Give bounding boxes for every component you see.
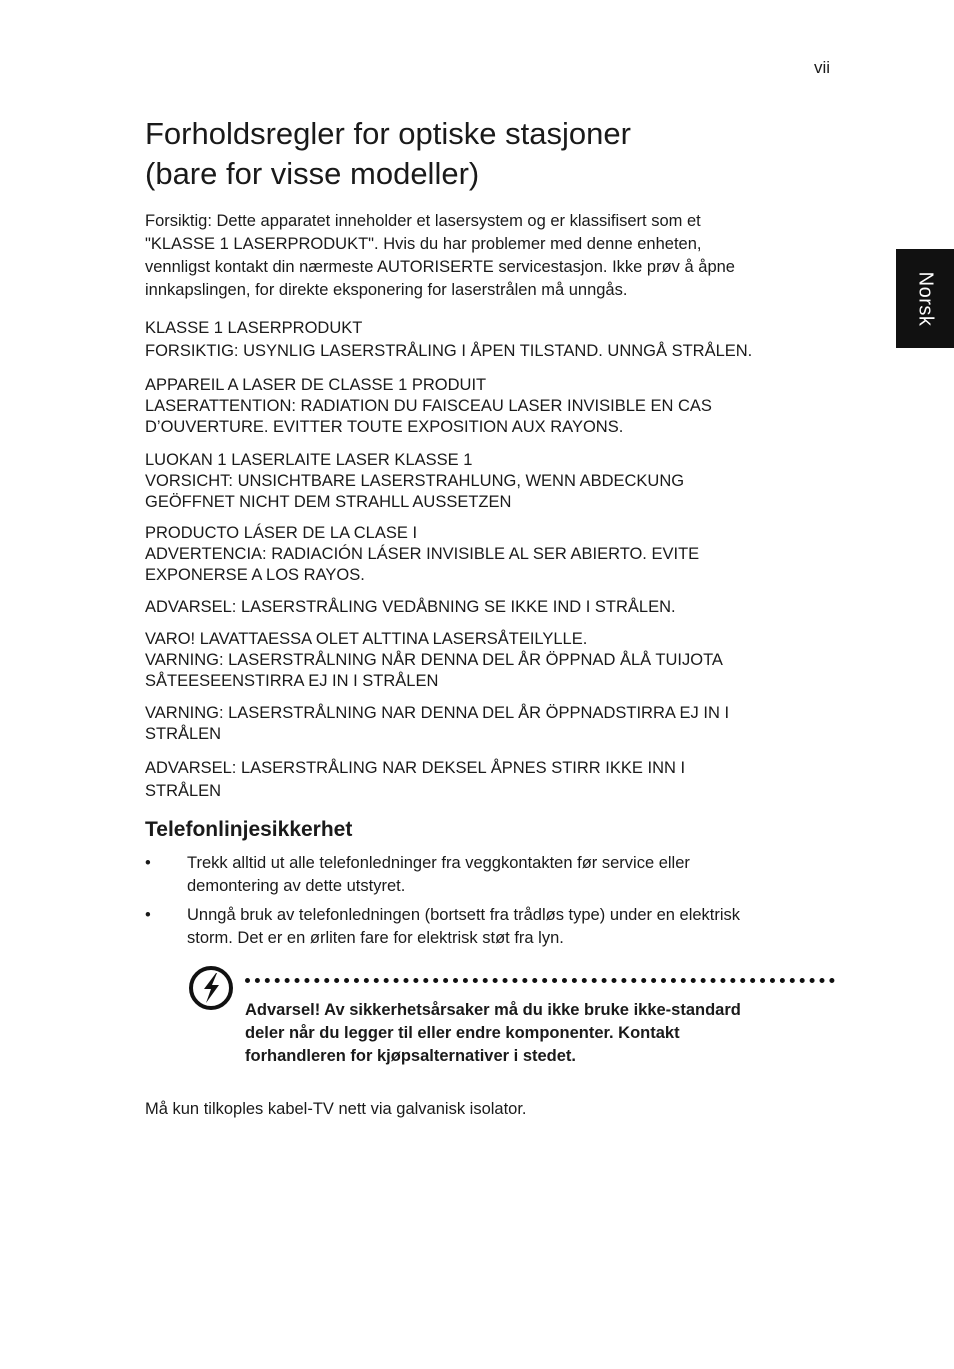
- laser-notice-fi-de: [145, 450, 835, 513]
- notice-line: STRÅLEN: [145, 725, 222, 743]
- language-tab-label: Norsk: [914, 271, 937, 326]
- bullet-icon: •: [145, 906, 151, 924]
- laser-notice-fr: [145, 375, 835, 438]
- list-item-line: demontering av dette utstyret.: [187, 877, 406, 895]
- title-line-2: (bare for visse modeller): [145, 156, 480, 191]
- notice-line: ADVARSEL: LASERSTRÅLING NAR DEKSEL ÅPNES STIRR IKKE INN I: [145, 759, 686, 777]
- intro-line: vennligst kontakt din nærmeste AUTORISERTE servicestasjon. Ikke prøv å åpne: [145, 258, 735, 276]
- notice-line: KLASSE 1 LASERPRODUKT: [145, 319, 363, 337]
- document-body: [145, 210, 835, 1121]
- bullet-list: [145, 852, 835, 950]
- notice-line: VARO! LAVATTAESSA OLET ALTTINA LASERSÅTEILYLLE.: [145, 630, 588, 648]
- laser-notice-da: [145, 597, 835, 618]
- notice-line: STRÅLEN: [145, 782, 222, 800]
- intro-line: Forsiktig: Dette apparatet inneholder et lasersystem og er klassifisert som et: [145, 212, 701, 230]
- notice-line: EXPONERSE A LOS RAYOS.: [145, 566, 365, 584]
- notice-line: FORSIKTIG: USYNLIG LASERSTRÅLING I ÅPEN TILSTAND. UNNGÅ STRÅLEN.: [145, 342, 753, 360]
- notice-line: VORSICHT: UNSICHTBARE LASERSTRAHLUNG, WENN ABDECKUNG: [145, 472, 685, 490]
- page-number: vii: [813, 58, 830, 77]
- notice-line: D’OUVERTURE. EVITTER TOUTE EXPOSITION AUX RAYONS.: [145, 418, 624, 436]
- notice-line: LUOKAN 1 LASERLAITE LASER KLASSE 1: [145, 451, 473, 469]
- intro-paragraph: [145, 210, 835, 302]
- warning-line: deler når du legger til eller endre komponenter. Kontakt: [245, 1024, 680, 1042]
- title-line-1: Forholdsregler for optiske stasjoner: [145, 116, 631, 151]
- laser-notice-fi-sv: [145, 629, 835, 692]
- list-item-line: Unngå bruk av telefonledningen (bortsett fra trådløs type) under en elektrisk: [187, 906, 741, 924]
- warning-callout: [187, 964, 835, 1068]
- notice-line: GEÖFFNET NICHT DEM STRAHLL AUSSETZEN: [145, 493, 512, 511]
- warning-line: Advarsel! Av sikkerhetsårsaker må du ikke bruke ikke-standard: [245, 1001, 741, 1019]
- list-item-line: Trekk alltid ut alle telefonledninger fra veggkontakten før service eller: [187, 854, 690, 872]
- footer-note: Må kun tilkoples kabel-TV nett via galvanisk isolator.: [145, 1100, 527, 1118]
- notice-line: ADVARSEL: LASERSTRÅLING VEDÅBNING SE IKKE IND I STRÅLEN.: [145, 598, 676, 616]
- notice-line: SÅTEESEENSTIRRA EJ IN I STRÅLEN: [145, 672, 439, 690]
- warning-line: forhandleren for kjøpsalternativer i stedet.: [245, 1047, 576, 1065]
- notice-line: APPAREIL A LASER DE CLASSE 1 PRODUIT: [145, 376, 487, 394]
- notice-line: LASERATTENTION: RADIATION DU FAISCEAU LASER INVISIBLE EN CAS: [145, 397, 712, 415]
- lightning-warning-icon: [187, 964, 235, 1012]
- notice-line: PRODUCTO LÁSER DE LA CLASE I: [145, 524, 418, 542]
- laser-notice-no: [145, 317, 835, 363]
- laser-notice-no-2: [145, 757, 835, 803]
- laser-notice-sv: [145, 703, 835, 745]
- intro-line: innkapslingen, for direkte eksponering for laserstrålen må unngås.: [145, 281, 628, 299]
- language-side-tab: [896, 249, 954, 348]
- warning-text: [245, 999, 835, 1068]
- notice-line: VARNING: LASERSTRÅLNING NÅR DENNA DEL ÅR ÖPPNAD ÅLÅ TUIJOTA: [145, 651, 723, 669]
- list-item: [145, 904, 835, 950]
- list-item-line: storm. Det er en ørliten fare for elektrisk støt fra lyn.: [187, 929, 564, 947]
- intro-line: "KLASSE 1 LASERPRODUKT". Hvis du har problemer med denne enheten,: [145, 235, 702, 253]
- list-item: [145, 852, 835, 898]
- page-title: [145, 114, 785, 194]
- section-heading: Telefonlinjesikkerhet: [145, 818, 353, 841]
- notice-line: ADVERTENCIA: RADIACIÓN LÁSER INVISIBLE AL SER ABIERTO. EVITE: [145, 545, 700, 563]
- notice-line: VARNING: LASERSTRÅLNING NAR DENNA DEL ÅR ÖPPNADSTIRRA EJ IN I: [145, 704, 730, 722]
- bullet-icon: •: [145, 854, 151, 872]
- laser-notice-es: [145, 523, 835, 586]
